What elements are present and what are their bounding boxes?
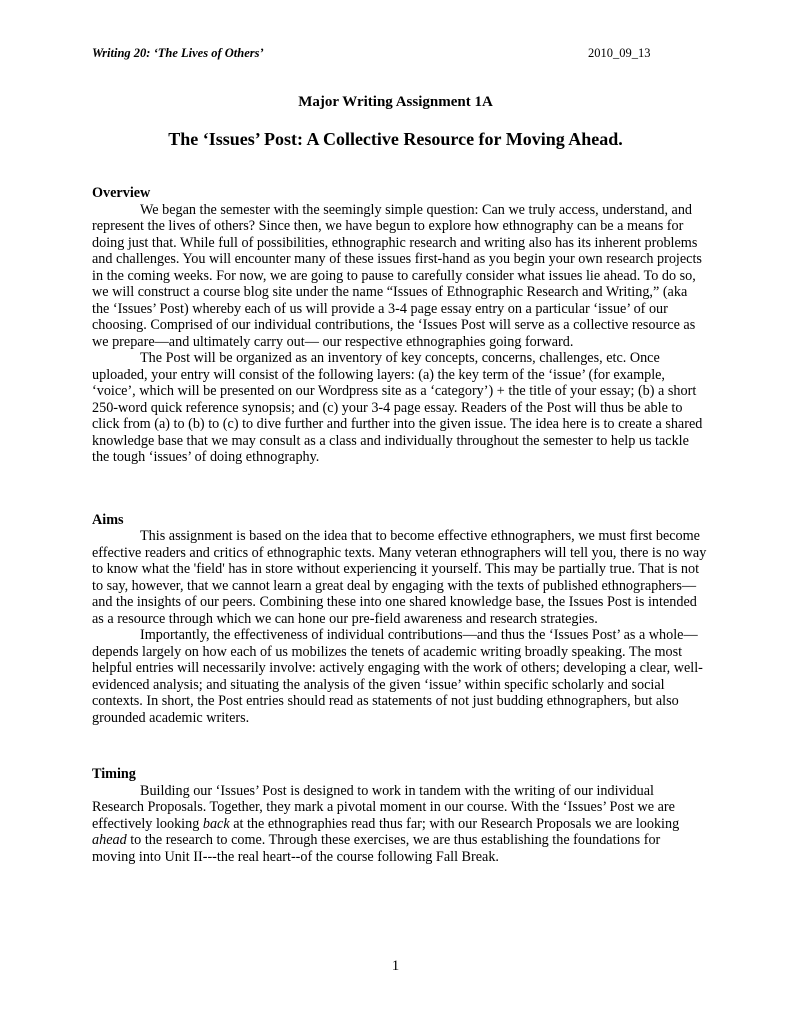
aims-paragraph-2: Importantly, the effectiveness of individual contributions—and thus the ‘Issues Post’ as a whole—depends largely on how each of us mobilizes the tenets of academic writing broadly speaking. The most helpful entries will necessarily involve: actively engaging with the work of others; developing a clear, well-evidenced analysis; and situating the analysis of the given ‘issue’ within specific scholarly and social contexts. In short, the Post entries should read as statements of not just budding ethnographers, but also grounded academic writers. <box>92 627 703 726</box>
aims-paragraph-1: This assignment is based on the idea that to become effective ethnographers, we must first become effective readers and critics of ethnographic texts. Many veteran ethnographers will tell you, there is no way to know what the 'field' has in store without experiencing it yourself. This may be partially true. That is not to say, however, that we cannot learn a great deal by engaging with the texts of published ethnographers—and the insights of our peers. Combining these into one shared knowledge base, the Issues Post is intended as a resource through which we can hone our pre-field awareness and research strategies. <box>92 528 707 627</box>
timing-paragraph-1 <box>92 783 707 866</box>
assignment-subtitle: Major Writing Assignment 1A <box>298 94 493 110</box>
section-spacer <box>92 466 707 512</box>
header-course-title: Writing 20: ‘The Lives of Others’ <box>92 46 264 60</box>
timing-emphasis-ahead: ahead <box>92 832 127 848</box>
timing-text-b: at the ethnographies read thus far; with our Research Proposals we are looking <box>229 815 680 832</box>
timing-emphasis-back: back <box>202 815 230 832</box>
overview-heading: Overview <box>92 185 151 201</box>
document-body <box>92 185 707 865</box>
page-title: The ‘Issues’ Post: A Collective Resource for Moving Ahead. <box>168 129 623 149</box>
timing-text-a: Building our ‘Issues’ Post is designed to work in tandem with the writing of our individual Research Proposals. Together, they mark a pivotal moment in our course. With the ‘Issues’ Post we are effectively looking <box>92 782 675 832</box>
section-spacer <box>92 726 707 766</box>
page-number: 1 <box>391 958 400 974</box>
timing-heading: Timing <box>92 766 136 782</box>
timing-text-c: to the research to come. Through these exercises, we are thus establishing the foundations for moving into Unit II---the real heart--of the course following Fall Break. <box>92 832 661 865</box>
aims-heading: Aims <box>92 511 124 528</box>
overview-paragraph-2: The Post will be organized as an inventory of key concepts, concerns, challenges, etc. Once uploaded, your entry will consist of the following layers: (a) the key term of the ‘issue’ (for example, ‘voice’, which will be presented on our Wordpress site as a ‘category’) + the title of your essay; (b) a short 250-word quick reference synopsis; and (c) your 3-4 page essay. Readers of the Post will thus be able to click from (a) to (b) to (c) to dive further and further into the given issue. The idea here is to create a shared knowledge base that we may consult as a class and individually throughout the semester to help us tackle the tough ‘issues’ of doing ethnography. <box>92 350 703 465</box>
overview-paragraph-1: We began the semester with the seemingly simple question: Can we truly access, understand, and represent the lives of others? Since then, we have begun to explore how ethnography can be a means for doing just that. While full of possibilities, ethnographic research and writing also has its inherent problems and challenges. You will encounter many of these issues first-hand as you begin your own research projects in the coming weeks. For now, we are going to pause to carefully consider what issues lie ahead. To do so, we will construct a course blog site under the name “Issues of Ethnographic Research and Writing,” (aka the ‘Issues’ Post) whereby each of us will provide a 3-4 page essay entry on a particular ‘issue’ of our choosing. Comprised of our individual contributions, the ‘Issues Post will serve as a collective resource as we prepare—and ultimately carry out— our respective ethnographies going forward. <box>92 201 702 350</box>
header-date: 2010_09_13 <box>588 46 651 60</box>
